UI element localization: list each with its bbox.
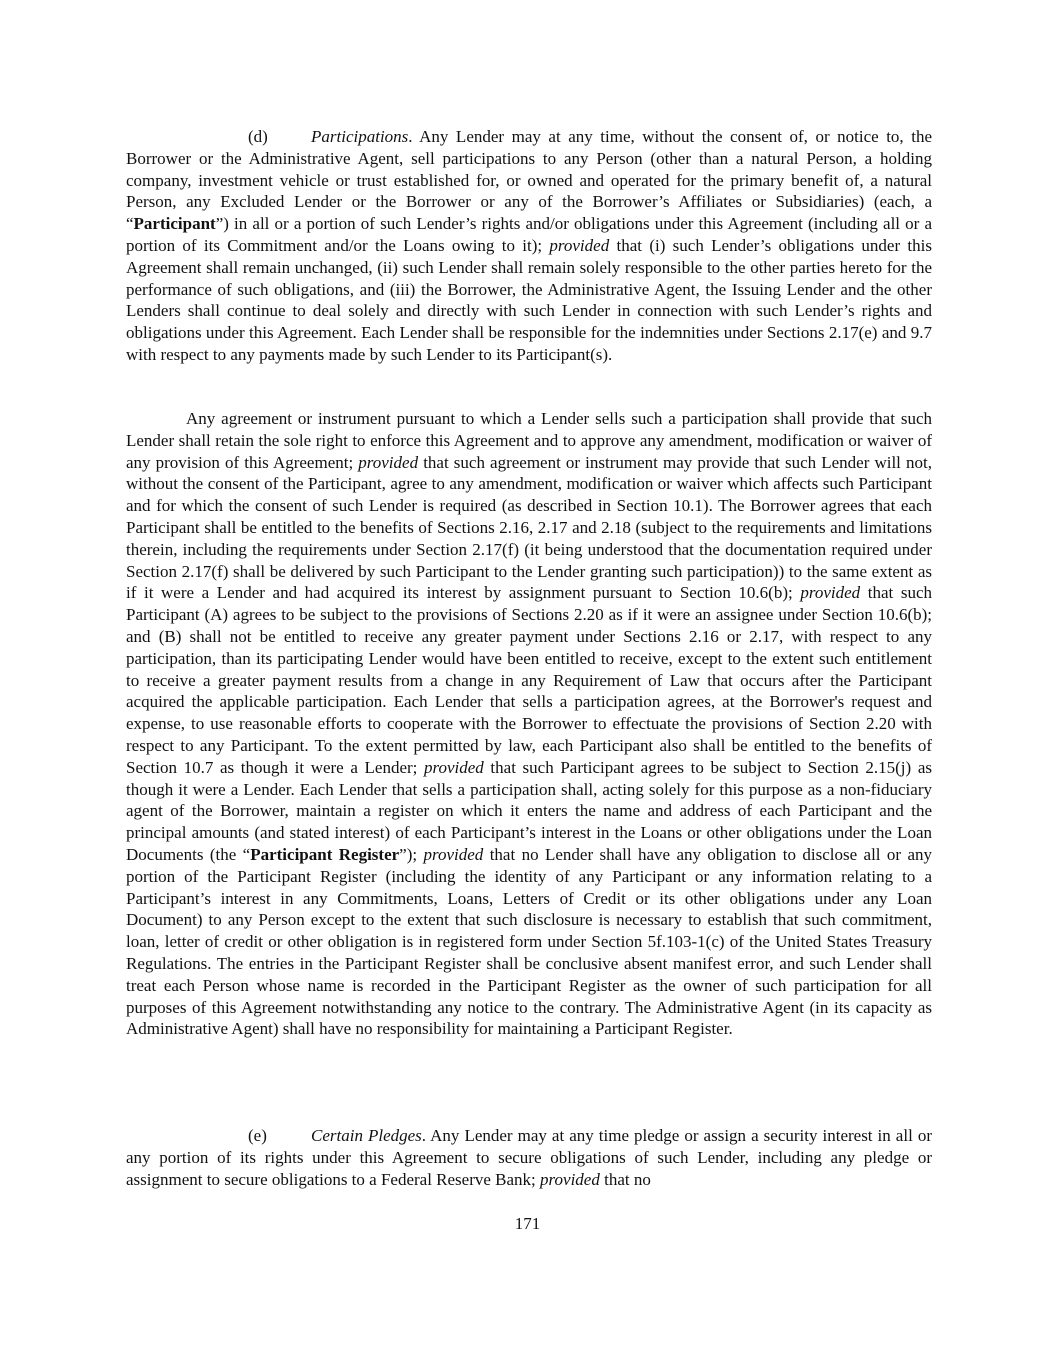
provided-italic: provided (800, 583, 861, 603)
section-d-text-1: . Any Lender may at any time, without the consent of, or notice to, the Borrower or the Administrative Agent, sell participations to any Person (other than a natural Person, a holding company, investment vehicle or trust established for, or owned and operated for the primary benefit of, a natural Person, any Excluded Lender or the Borrower or any of the Borrower’s Affiliates or Subsidiaries) (each, a “ (126, 127, 932, 234)
paragraph-2-text-3: that such Participant (A) agrees to be subject to the provisions of Sections 2.20 as if it were an assignee under Section 10.6(b); and (B) shall not be entitled to receive any greater payment under Sections 2.16 or 2.17, with respect to any participation, than its participating Lender would have been entitled to receive, except to the extent such entitlement to receive a greater payment results from a change in any Requirement of Law that occurs after the Participant acquired the applicable participation. Each Lender that sells a participation agrees, at the Borrower's request and expense, to use reasonable efforts to cooperate with the Borrower to effectuate the provisions of Section 2.20 with respect to any Participant. To the extent permitted by law, each Participant also shall be entitled to the benefits of Section 10.7 as though it were a Lender; (126, 583, 932, 777)
paragraph-2-text-1: Any agreement or instrument pursuant to which a Lender sells such a participation shall provide that such Lender shall retain the sole right to enforce this Agreement and to approve any amendment, modification or waiver of any provision of this Agreement; (126, 409, 932, 472)
paragraph-2-text-6: that no Lender shall have any obligation to disclose all or any portion of the Participant Register (including the identity of any Participant or any information relating to a Participant’s interest in any Commitments, Loans, Letters of Credit or its other obligations under any Loan Document) to any Person except to the extent that such disclosure is necessary to establish that such commitment, loan, letter of credit or other obligation is in registered form under Section 5f.103-1(c) of the United States Treasury Regulations. The entries in the Participant Register shall be conclusive absent manifest error, and such Lender shall treat each Person whose name is recorded in the Participant Register as the owner of such participation for all purposes of this Agreement notwithstanding any notice to the contrary. The Administrative Agent (in its capacity as Administrative Agent) shall have no responsibility for maintaining a Participant Register. (126, 844, 933, 1039)
page-number: 171 (514, 1214, 541, 1233)
section-d-heading: Participations (311, 127, 409, 146)
provided-italic: provided (549, 235, 610, 255)
paragraph-2-text-5: ”); (399, 844, 424, 864)
provided-italic: provided (358, 452, 419, 472)
defined-term-participant-register: Participant Register (250, 844, 400, 864)
section-e-paragraph (126, 1125, 932, 1190)
provided-italic: provided (540, 1169, 600, 1189)
provided-italic: provided (423, 844, 484, 864)
paragraph-2-text-4: that such Participant agrees to be subject to Section 2.15(j) as though it were a Lender. Each Lender that sells a participation shall, acting solely for this purpose as a non-fiduciary agent of the Borrower, maintain a register on which it enters the name and address of each Participant and the principal amounts (and stated interest) of each Participant’s interest in the Loans or other obligations under the Loan Documents (the “ (126, 757, 932, 864)
paragraph-2-text-2: that such agreement or instrument may provide that such Lender will not, without the consent of the Participant, agree to any amendment, modification or waiver which affects such Participant and for which the consent of such Lender is required (as described in Section 10.1). The Borrower agrees that each Participant shall be entitled to the benefits of Sections 2.16, 2.17 and 2.18 (subject to the requirements and limitations therein, including the requirements under Section 2.17(f) (it being understood that the documentation required under Section 2.17(f) shall be delivered by such Participant to the Lender granting such participation)) to the same extent as if it were a Lender and had acquired its interest by assignment pursuant to Section 10.6(b); (126, 452, 932, 603)
section-d-paragraph (126, 126, 932, 366)
section-e-text-2: that no (599, 1169, 651, 1189)
defined-term-participant: Participant (133, 214, 216, 234)
provided-italic: provided (424, 757, 484, 777)
section-e-text-1: . Any Lender may at any time pledge or assign a security interest in all or any portion of its rights under this Agreement to secure obligations of such Lender, including any pledge or assignment to secure obligations to a Federal Reserve Bank; (126, 1126, 932, 1189)
participation-agreement-paragraph (126, 408, 932, 1040)
section-e-heading: Certain Pledges (311, 1126, 422, 1145)
section-e-number: (e) (248, 1126, 267, 1145)
section-d-number: (d) (248, 127, 268, 146)
section-d-text-3: that (i) such Lender’s obligations under this Agreement shall remain unchanged, (ii) such Lender shall remain solely responsible to the other parties hereto for the performance of such obligations, and (iii) the Borrower, the Administrative Agent, the Issuing Lender and the other Lenders shall continue to deal solely and directly with such Lender in connection with such Lender’s rights and obligations under this Agreement. Each Lender shall be responsible for the indemnities under Sections 2.17(e) and 9.7 with respect to any payments made by such Lender to its Participant(s). (126, 235, 932, 364)
section-d-text-2: ”) in all or a portion of such Lender’s rights and/or obligations under this Agreement (including all or a portion of its Commitment and/or the Loans owing to it); (126, 214, 932, 255)
